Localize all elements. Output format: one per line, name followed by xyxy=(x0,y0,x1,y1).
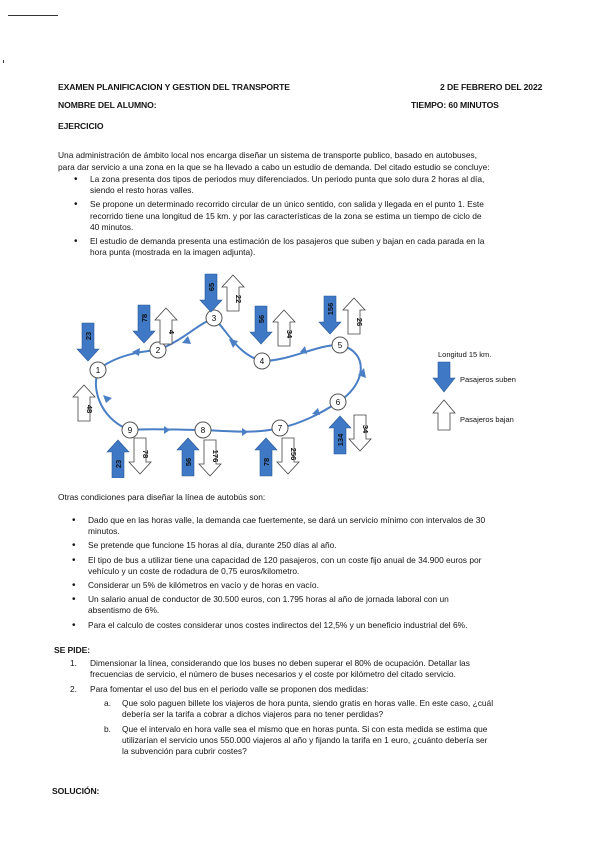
board-arrow-stop-4 xyxy=(250,306,272,344)
board-count: 78 xyxy=(140,313,149,323)
board-count: 156 xyxy=(326,302,335,316)
board-count: 56 xyxy=(184,457,193,467)
board-count: 56 xyxy=(257,314,266,324)
alight-count: 176 xyxy=(211,449,220,463)
route-loop xyxy=(96,318,361,432)
alight-arrow-stop-1 xyxy=(73,385,95,421)
alight-count: 34 xyxy=(285,329,294,339)
alight-count: 78 xyxy=(141,449,150,459)
stop-1 xyxy=(90,362,106,378)
solution-label: SOLUCIÓN: xyxy=(52,786,100,796)
legend-board-label: Pasajeros suben xyxy=(460,375,516,384)
board-count: 78 xyxy=(262,457,271,467)
stop-label: 8 xyxy=(200,426,206,435)
bullet-icon: • xyxy=(72,619,76,631)
alight-count: 34 xyxy=(361,424,370,434)
route-arrow-icon xyxy=(103,395,112,403)
exam-date: 2 DE FEBRERO DEL 2022 xyxy=(440,82,543,92)
sub-question-letter: b. xyxy=(104,724,111,734)
intro-line: Una administración de ámbito local nos encarga diseñar un sistema de transporte publico, basado en autobuses, xyxy=(58,150,478,160)
route-diagram xyxy=(0,268,616,478)
board-arrow-stop-1 xyxy=(77,323,99,361)
alight-arrow-stop-6 xyxy=(349,415,371,451)
questions-label: SE PIDE: xyxy=(54,645,90,655)
board-arrow-stop-7 xyxy=(255,438,277,476)
condition-item: • Se pretende que funcione 15 horas al día, durante 250 días al año. xyxy=(72,540,337,552)
stop-label: 9 xyxy=(127,426,133,435)
question-number: 2. xyxy=(70,684,77,694)
intro-line: para dar servicio a una zona en la que se ha llevado a cabo un estudio de demanda. Del citado estudio se concluye: xyxy=(58,161,490,172)
route-arrow-icon xyxy=(164,426,170,434)
stop-8 xyxy=(195,422,211,438)
alight-arrow-stop-5 xyxy=(343,298,365,334)
board-arrow-stop-2 xyxy=(133,305,155,343)
stop-label: 2 xyxy=(155,346,161,355)
question-2: 2. Para fomentar el uso del bus en el periodo valle se proponen dos medidas: xyxy=(70,684,369,694)
bullet-icon: • xyxy=(74,174,78,185)
stop-7 xyxy=(272,420,288,436)
stop-5 xyxy=(332,337,348,353)
bullet-icon: • xyxy=(74,199,78,211)
intro-paragraph xyxy=(58,150,558,173)
alight-count: 256 xyxy=(289,447,298,461)
conditions-intro: Otras condiciones para diseñar la línea de autobús son: xyxy=(58,492,266,502)
question-1: 1. Dimensionar la línea, considerando que los buses no deben superar el 80% de ocupación. Detallar las frecuencias de servicio, el número de buses necesarios y el coste por kilómetro del citado servicio. xyxy=(70,658,470,680)
scan-mark-top xyxy=(8,15,58,16)
exam-title: EXAMEN PLANIFICACION Y GESTION DEL TRANSPORTE xyxy=(58,82,290,92)
board-count: 23 xyxy=(114,459,123,469)
bullet-icon: • xyxy=(72,554,76,566)
scan-mark-left xyxy=(3,60,4,63)
bullet-icon: • xyxy=(72,515,76,526)
alight-arrow-stop-7 xyxy=(277,438,299,474)
section-title: EJERCICIO xyxy=(58,121,104,131)
route-arrow-icon xyxy=(312,408,320,415)
condition-item: • Para el calculo de costes considerar unos costes indirectos del 12,5% y un beneficio industrial del 6%. xyxy=(72,619,468,631)
stop-3 xyxy=(206,310,222,326)
stop-6 xyxy=(330,394,346,410)
board-arrow-stop-5 xyxy=(319,296,341,334)
stop-label: 7 xyxy=(277,424,283,433)
stop-9 xyxy=(122,422,138,438)
bullet-item: • La zona presenta dos tipos de periodos muy diferenciados. Un periodo punta que solo dura 2 horas al día, siendo el resto horas valles. xyxy=(74,174,485,196)
bullet-item: • El estudio de demanda presenta una estimación de los pasajeros que suben y bajan en cada parada en la hora punta (mostrada en la imagen adjunta). xyxy=(74,236,485,258)
condition-item: • Un salario anual de conductor de 30.500 euros, con 1.795 horas al año de jornada laboral con un absentismo de 6%. xyxy=(72,594,449,616)
bullet-icon: • xyxy=(72,580,76,592)
student-name-label: NOMBRE DEL ALUMNO: xyxy=(58,100,157,110)
legend-length: Longitud 15 km. xyxy=(438,350,492,359)
condition-item: • Dado que en las horas valle, la demanda cae fuertemente, se dará un servicio mínimo con intervalos de 30 minutos. xyxy=(72,515,486,537)
time-label: TIEMPO: 60 MINUTOS xyxy=(411,100,499,110)
stop-label: 5 xyxy=(337,341,343,350)
alight-arrow-stop-8 xyxy=(199,440,221,476)
alight-count: 26 xyxy=(355,317,364,327)
conditions-list xyxy=(72,515,556,631)
intro-bullet-list xyxy=(74,174,554,258)
bullet-item: • Se propone un determinado recorrido circular de un único sentido, con salida y llegada en el punto 1. Este recorrido tiene una longitud de 15 km. y por las características de la zona se estima un tiempo de ciclo de 40 minutos. xyxy=(74,199,484,232)
alight-arrow-stop-3 xyxy=(222,275,244,311)
alight-count: 48 xyxy=(85,404,94,414)
stop-label: 6 xyxy=(335,398,341,407)
stop-4 xyxy=(254,353,270,369)
alight-count: 4 xyxy=(167,329,176,335)
legend-board-icon xyxy=(433,362,455,392)
board-count: 23 xyxy=(84,331,93,341)
legend-alight-icon xyxy=(433,400,455,430)
board-arrow-stop-8 xyxy=(177,438,199,476)
question-2b: b. Que el intervalo en hora valle sea el mismo que en horas punta. Si con esta medida se estima que utilizarían el servicio unos 550.000 viajeros al año y fijando la tarifa en 1 euro, ¿cuánto debería ser la subvención para cubrir costes? xyxy=(104,724,488,757)
legend-alight-label: Pasajeros bajan xyxy=(460,415,514,424)
sub-question-letter: a. xyxy=(104,698,111,708)
board-arrow-stop-3 xyxy=(200,274,222,312)
bullet-icon: • xyxy=(72,540,76,552)
board-count: 134 xyxy=(336,433,345,447)
stop-label: 4 xyxy=(259,357,265,366)
alight-arrow-stop-4 xyxy=(273,310,295,346)
board-arrow-stop-9 xyxy=(107,440,129,478)
board-count: 65 xyxy=(207,282,216,292)
condition-item: • Considerar un 5% de kilómetros en vacío y de horas en vacío. xyxy=(72,580,319,592)
condition-item: • El tipo de bus a utilizar tiene una capacidad de 120 pasajeros, con un coste fijo anual de 34.900 euros por vehículo y un coste de rodadura de 0,75 euros/kilometro. xyxy=(72,554,482,576)
stop-label: 1 xyxy=(95,366,101,375)
route-arrow-icon xyxy=(242,428,248,436)
alight-arrow-stop-9 xyxy=(129,438,151,474)
question-number: 1. xyxy=(70,658,77,668)
bullet-icon: • xyxy=(74,236,78,248)
alight-count: 22 xyxy=(234,294,243,304)
stop-label: 3 xyxy=(211,314,217,323)
board-arrow-stop-6 xyxy=(329,416,351,454)
route-arrow-icon xyxy=(229,339,238,348)
question-2a: a. Que solo paguen billete los viajeros de hora punta, siendo gratis en horas valle. En este caso, ¿cuál debería ser la tarifa a cobrar a dichos viajeros para no tener perdidas? xyxy=(104,698,494,720)
alight-arrow-stop-2 xyxy=(155,308,177,344)
route-arrow-icon xyxy=(132,348,140,356)
bullet-icon: • xyxy=(72,594,76,606)
